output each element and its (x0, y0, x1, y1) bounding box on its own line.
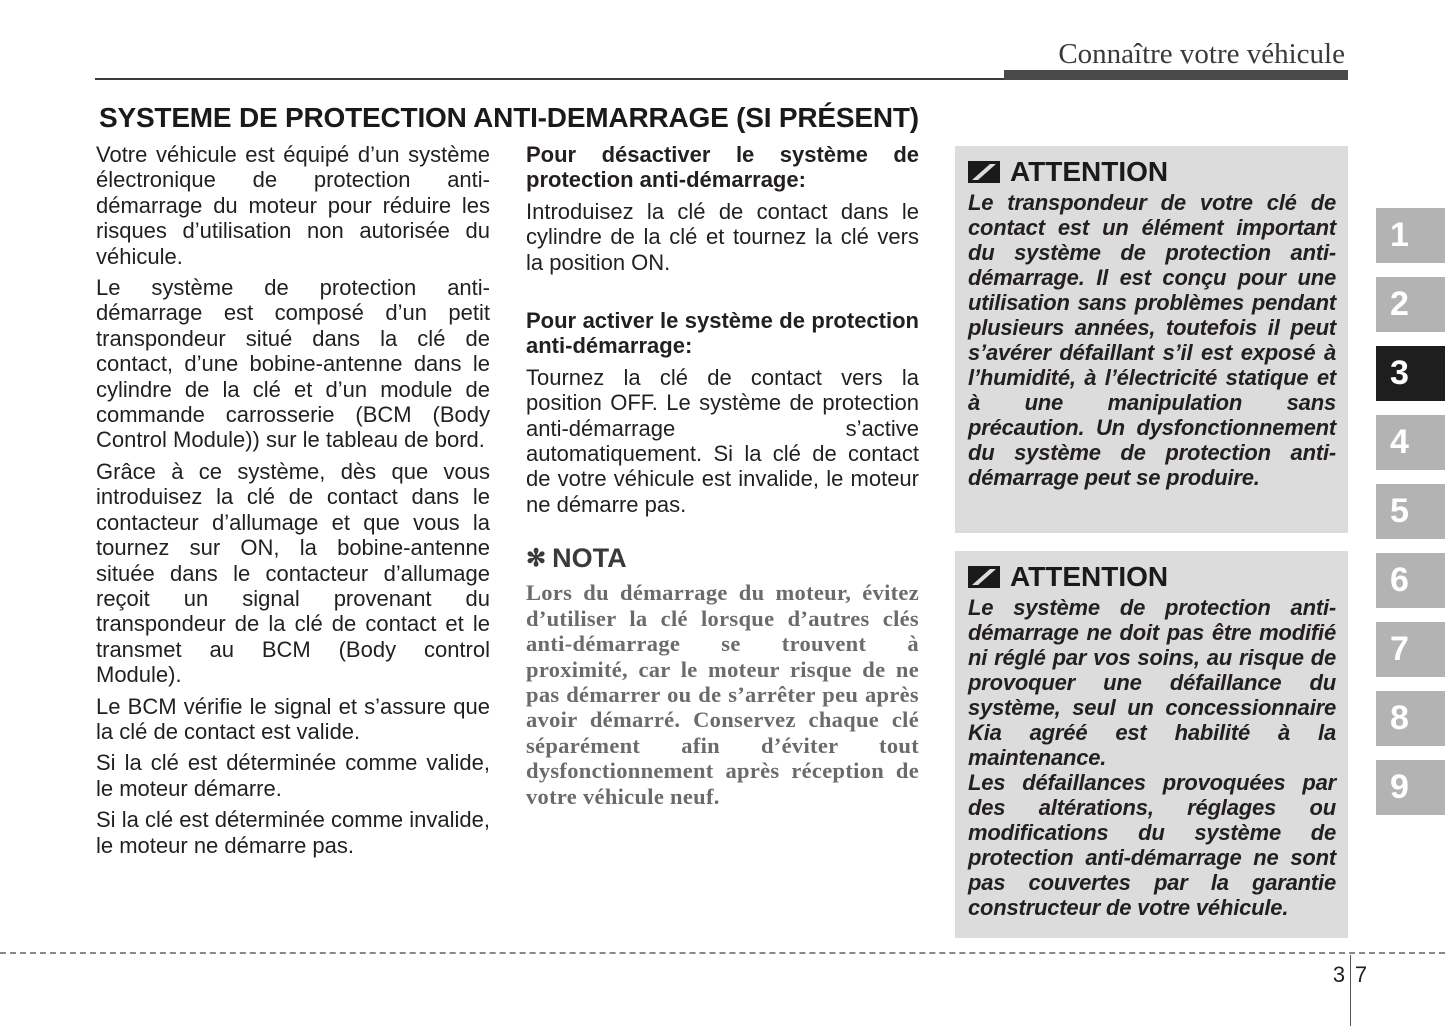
warning-heading (968, 561, 1336, 593)
caution-icon (968, 566, 1000, 588)
warning-box-1 (955, 146, 1348, 533)
header-rule-accent (1004, 70, 1348, 80)
nota-text: Lors du démarrage du moteur, évitez d’utiliser la clé lorsque d’autres clés anti-démarrage se trouvent à proximité, car le moteur risque de ne pas démarrer ou de s’arrêter peu après avoir démarré. Conservez chaque clé séparément afin d’éviter tout dysfonctionnement après réception de votre véhicule neuf. (526, 580, 919, 809)
chapter-tabs (1376, 208, 1445, 829)
paragraph: Si la clé est déterminée comme valide, le moteur démarre. (96, 750, 490, 801)
deactivate-heading: Pour désactiver le système de protection anti-démarrage: (526, 142, 919, 193)
section-title: SYSTEME DE PROTECTION ANTI-DEMARRAGE (SI PRÉSENT) (99, 102, 919, 133)
page-number (1328, 955, 1372, 995)
chapter-tab-9[interactable]: 9 (1376, 760, 1445, 815)
paragraph: Votre véhicule est équipé d’un système électronique de protection anti-démarrage du moteur pour réduire les risques d’utilisation non autorisée du véhicule. (96, 142, 490, 269)
footer-divider (0, 952, 1445, 954)
chapter-tab-8[interactable]: 8 (1376, 691, 1445, 746)
paragraph: Le BCM vérifie le signal et s’assure que la clé de contact est valide. (96, 693, 490, 744)
warning-heading (968, 156, 1336, 188)
warning-text: Le système de protection anti-démarrage ne doit pas être modifié ni réglé par vos soins, au risque de provoquer une défaillance du système, seul un concessionnaire Kia agréé est habilité à la maintenance. (968, 595, 1336, 770)
caution-icon (968, 161, 1000, 183)
activate-text: Tournez la clé de contact vers la position OFF. Le système de protection anti-démarrage s’active automatiquement. Si la clé de contact de votre véhicule est invalide, le moteur ne démarre pas. (526, 364, 919, 517)
chapter-tab-7[interactable]: 7 (1376, 622, 1445, 677)
activate-heading: Pour activer le système de protection anti-démarrage: (526, 308, 919, 359)
nota-heading (526, 543, 919, 574)
warning-title: ATTENTION (1010, 156, 1169, 187)
warning-title: ATTENTION (1010, 561, 1169, 592)
chapter-tab-6[interactable]: 6 (1376, 553, 1445, 608)
chapter-tab-5[interactable]: 5 (1376, 484, 1445, 539)
asterisk-icon: ✻ (526, 545, 547, 573)
warning-text: Le transpondeur de votre clé de contact est un élément important du système de protection anti-démarrage. Il est conçu pour une utilisation sans problèmes pendant plusieurs années, toutefois il peut s’avérer défaillant s’il est exposé à l’humidité, à l’électricité statique et à une manipulation sans précaution. Un dysfonctionnement du système de protection anti-démarrage peut se produire. (968, 190, 1336, 490)
column-middle (526, 142, 919, 809)
spacer (526, 275, 919, 308)
page-chapter: 3 (1332, 962, 1346, 987)
header-title: Connaître votre véhicule (1058, 38, 1345, 70)
chapter-tab-3[interactable]: 3 (1376, 346, 1445, 401)
column-left (96, 142, 490, 864)
chapter-tab-1[interactable]: 1 (1376, 208, 1445, 263)
warning-box-2 (955, 551, 1348, 938)
paragraph: Grâce à ce système, dès que vous introduisez la clé de contact dans le contacteur d’allumage et que vous la tournez sur ON, la bobine-antenne située dans le contacteur d’allumage reçoit un signal provenant du transpondeur de la clé de contact et le transmet au BCM (Body control Module). (96, 458, 490, 688)
nota-title: NOTA (552, 543, 627, 574)
warning-text: Les défaillances provoquées par des altérations, réglages ou modifications du système de protection anti-démarrage ne sont pas couvertes par la garantie constructeur de votre véhicule. (968, 770, 1336, 920)
chapter-tab-2[interactable]: 2 (1376, 277, 1445, 332)
chapter-tab-4[interactable]: 4 (1376, 415, 1445, 470)
deactivate-text: Introduisez la clé de contact dans le cylindre de la clé et tournez la clé vers la position ON. (526, 198, 919, 275)
paragraph: Si la clé est déterminée comme invalide, le moteur ne démarre pas. (96, 807, 490, 858)
paragraph: Le système de protection anti-démarrage est composé d’un petit transpondeur situé dans la clé de contact, d’une bobine-antenne dans le cylindre de la clé et d’un module de commande carrosserie (BCM (Body Control Module)) sur le tableau de bord. (96, 275, 490, 453)
page-index: 7 (1354, 962, 1368, 987)
